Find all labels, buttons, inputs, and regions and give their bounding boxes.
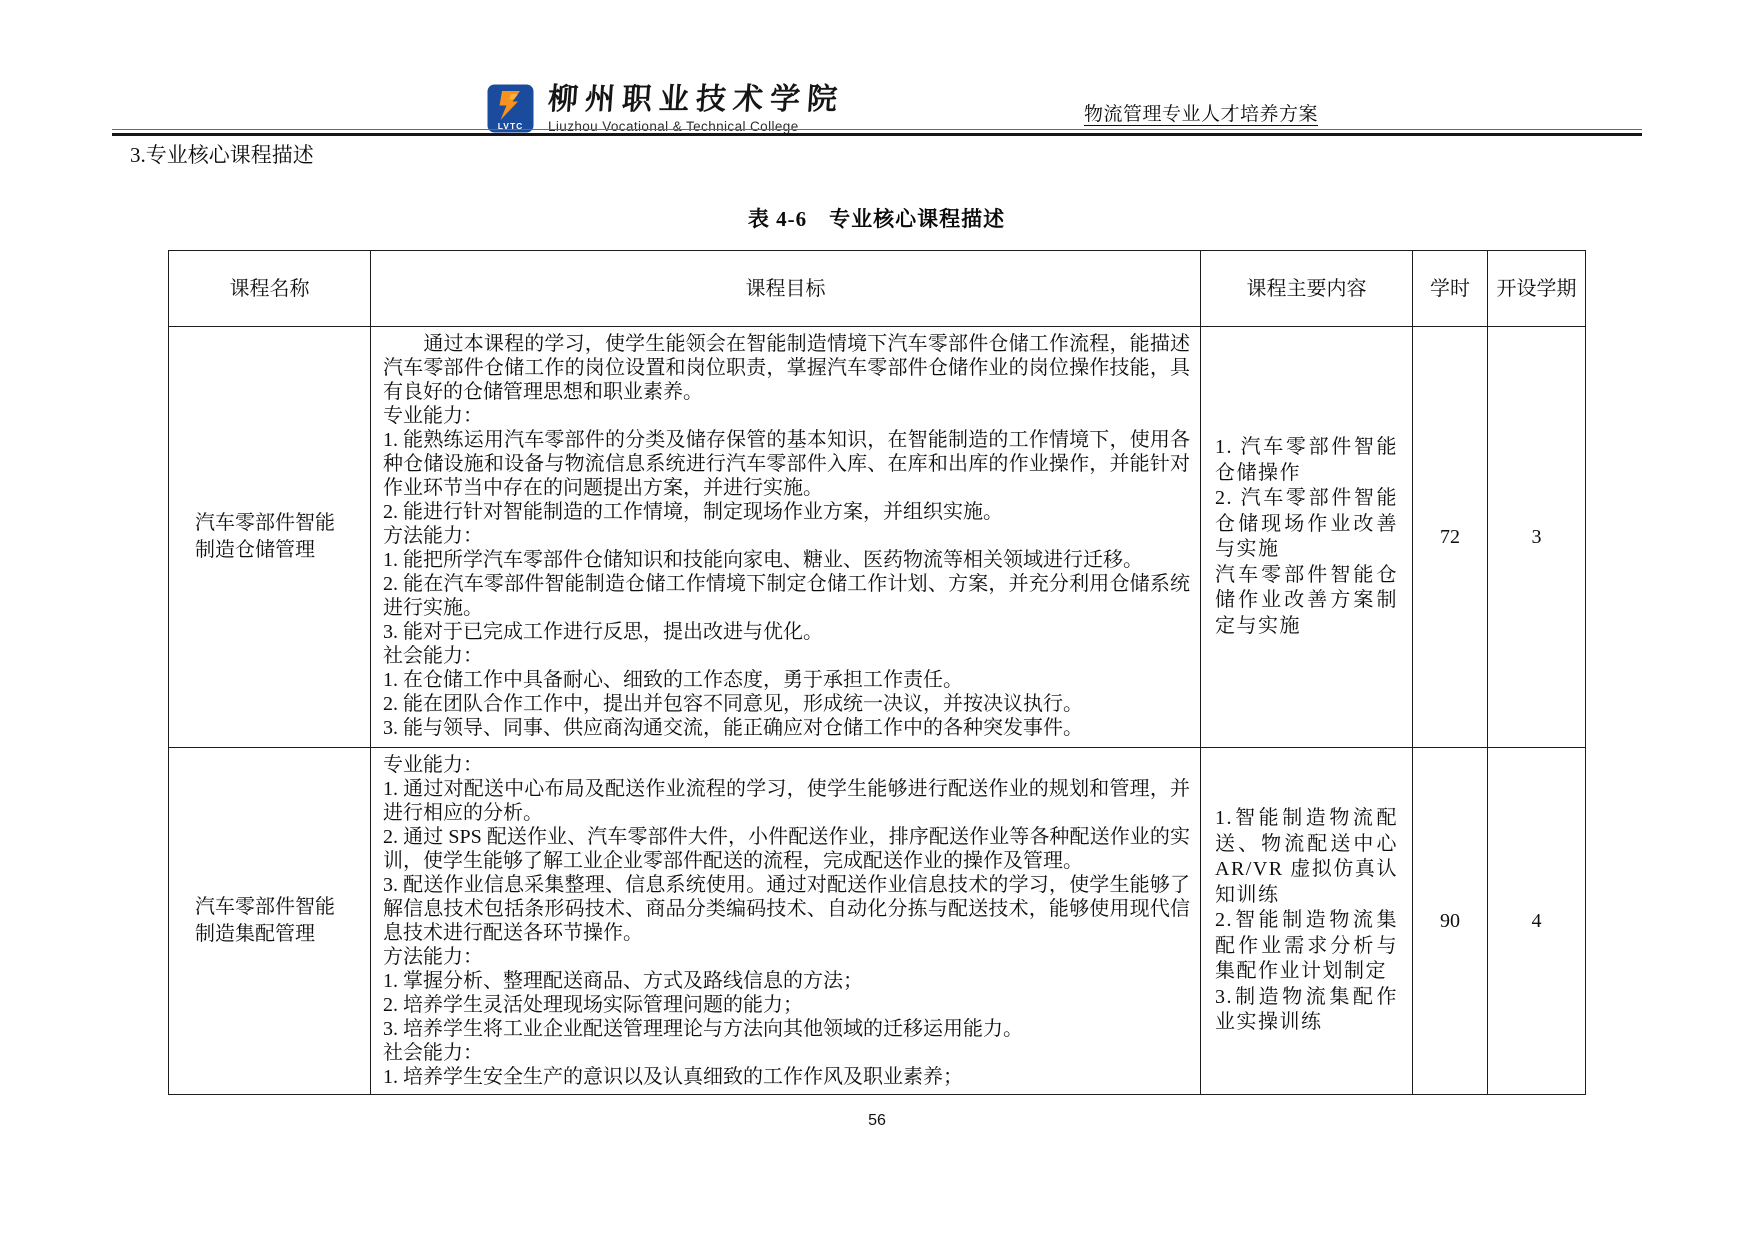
- objective-paragraph: 1. 能熟练运用汽车零部件的分类及储存保管的基本知识，在智能制造的工作情境下，使用各种仓储设施和设备与物流信息系统进行汽车零部件入库、在库和出库的作业操作，并能针对作业环节当中存在的问题提出方案，并进行实施。: [383, 429, 1190, 499]
- content-item: 汽车零部件智能仓储作业改善方案制定与实施: [1215, 563, 1398, 637]
- content-item: 2.智能制造物流集配作业需求分析与集配作业计划制定: [1215, 909, 1398, 983]
- course-semester: 4: [1488, 748, 1586, 1095]
- objective-paragraph: 2. 培养学生灵活处理现场实际管理问题的能力；: [383, 994, 803, 1016]
- objective-paragraph: 2. 能在团队合作工作中，提出并包容不同意见，形成统一决议，并按决议执行。: [383, 693, 1083, 715]
- course-name: 汽车零部件智能制造仓储管理: [169, 327, 371, 748]
- content-item: 1.智能制造物流配送、物流配送中心AR/VR 虚拟仿真认知训练: [1215, 807, 1398, 906]
- course-content: [1201, 327, 1413, 748]
- college-name-block: [548, 84, 844, 134]
- objective-paragraph: 2. 通过 SPS 配送作业、汽车零部件大件，小件配送作业，排序配送作业等各种配送作业的实训，使学生能够了解工业企业零部件配送的流程，完成配送作业的操作及管理。: [383, 826, 1190, 872]
- objective-paragraph: 专业能力：: [383, 405, 483, 427]
- header-hours: 学时: [1413, 251, 1488, 327]
- college-logo-icon: [487, 84, 534, 133]
- course-objectives: [371, 327, 1201, 748]
- college-name-cn: 柳州职业技术学院: [546, 82, 846, 117]
- page-footer: [0, 1112, 1754, 1130]
- course-hours: 72: [1413, 327, 1488, 748]
- objective-paragraph: 社会能力：: [383, 1042, 483, 1064]
- course-objectives: [371, 748, 1201, 1095]
- table-row: [169, 327, 1586, 748]
- page-header-logo-group: [487, 84, 844, 134]
- objective-paragraph: 3. 能对于已完成工作进行反思，提出改进与优化。: [383, 621, 823, 643]
- table-title: 表 4-6 专业核心课程描述: [747, 207, 1006, 231]
- objective-paragraph: 1. 掌握分析、整理配送商品、方式及路线信息的方法；: [383, 970, 863, 992]
- course-table: [168, 250, 1586, 1095]
- content-item: 3.制造物流集配作业实操训练: [1215, 985, 1398, 1034]
- content-item: 1. 汽车零部件智能仓储操作: [1215, 436, 1398, 484]
- objective-paragraph: 2. 能在汽车零部件智能制造仓储工作情境下制定仓储工作计划、方案，并充分利用仓储系统进行实施。: [383, 573, 1190, 619]
- section-heading: 3.专业核心课程描述: [130, 143, 314, 167]
- objective-paragraph: 1. 通过对配送中心布局及配送作业流程的学习，使学生能够进行配送作业的规划和管理，并进行相应的分析。: [383, 778, 1190, 824]
- objective-paragraph: 3. 配送作业信息采集整理、信息系统使用。通过对配送作业信息技术的学习，使学生能够了解信息技术包括条形码技术、商品分类编码技术、自动化分拣与配送技术，能够使用现代信息技术进行配送各环节操作。: [383, 874, 1190, 944]
- header-course-content: 课程主要内容: [1201, 251, 1413, 327]
- objective-paragraph: 社会能力：: [383, 645, 483, 667]
- course-semester: 3: [1488, 327, 1586, 748]
- college-name-en: Liuzhou Vocational & Technical College: [548, 119, 799, 134]
- course-content: [1201, 748, 1413, 1095]
- course-hours: 90: [1413, 748, 1488, 1095]
- objective-paragraph: 1. 能把所学汽车零部件仓储知识和技能向家电、糖业、医药物流等相关领域进行迁移。: [383, 549, 1143, 571]
- objective-paragraph: 3. 培养学生将工业企业配送管理理论与方法向其他领域的迁移运用能力。: [383, 1018, 1023, 1040]
- course-name: 汽车零部件智能制造集配管理: [169, 748, 371, 1095]
- table-header-row: [169, 251, 1586, 327]
- header-rule: [112, 129, 1642, 136]
- doc-title: 物流管理专业人才培养方案: [1084, 104, 1319, 125]
- header-course-name: 课程名称: [169, 251, 371, 327]
- objective-paragraph: 2. 能进行针对智能制造的工作情境，制定现场作业方案，并组织实施。: [383, 501, 1003, 523]
- svg-text:LVTC: LVTC: [497, 121, 524, 131]
- objective-paragraph: 1. 在仓储工作中具备耐心、细致的工作态度，勇于承担工作责任。: [383, 669, 963, 691]
- page-number: 56: [868, 1112, 886, 1129]
- objective-paragraph: 1. 培养学生安全生产的意识以及认真细致的工作作风及职业素养；: [383, 1066, 963, 1088]
- objective-paragraph: 方法能力：: [383, 946, 483, 968]
- objective-paragraph: 3. 能与领导、同事、供应商沟通交流，能正确应对仓储工作中的各种突发事件。: [383, 717, 1083, 739]
- header-semester: 开设学期: [1488, 251, 1586, 327]
- header-course-objectives: 课程目标: [371, 251, 1201, 327]
- content-item: 2. 汽车零部件智能仓储现场作业改善与实施: [1215, 487, 1398, 560]
- objective-paragraph: 通过本课程的学习，使学生能领会在智能制造情境下汽车零部件仓储工作流程，能描述汽车零部件仓储工作的岗位设置和岗位职责，掌握汽车零部件仓储作业的岗位操作技能，具有良好的仓储管理思想和职业素养。: [383, 333, 1190, 403]
- objective-paragraph: 方法能力：: [383, 525, 483, 547]
- table-row: [169, 748, 1586, 1095]
- objective-paragraph: 专业能力：: [383, 754, 483, 776]
